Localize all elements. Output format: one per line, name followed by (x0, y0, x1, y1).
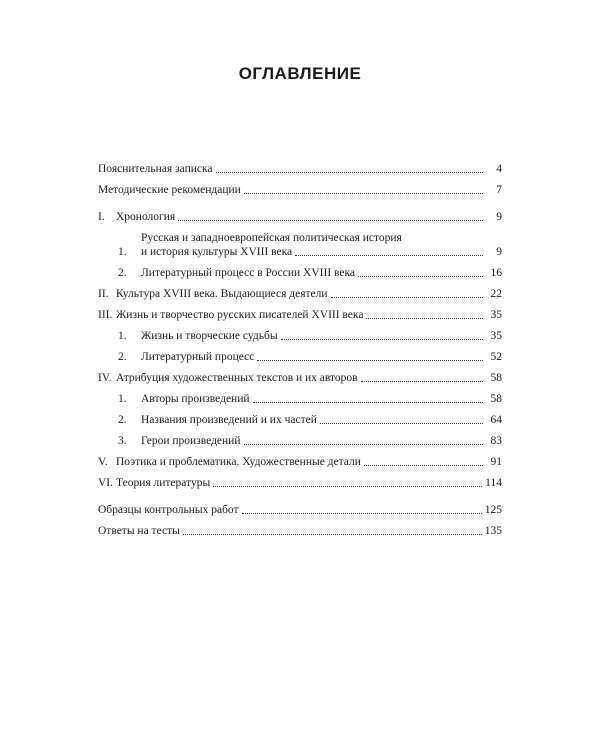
toc-page-number: 4 (496, 163, 502, 175)
toc-entry (98, 231, 502, 259)
toc-leader-dots (183, 534, 482, 535)
toc-section-number: 3. (118, 435, 127, 447)
toc-entry-label-line1: Русская и западноевропейская политическая история (141, 232, 402, 244)
toc-page-number: 52 (490, 351, 502, 363)
toc-page-number: 16 (490, 267, 502, 279)
toc-leader-dots (213, 486, 482, 487)
toc-leader-dots (216, 172, 483, 173)
toc-page-number: 58 (490, 372, 502, 384)
toc-entry-label: Образцы контрольных работ (98, 504, 239, 516)
toc-page-number: 58 (490, 393, 502, 405)
toc-entry-label: Герои произведений (141, 435, 241, 447)
toc-section-number: 2. (118, 414, 127, 426)
page-title: ОГЛАВЛЕНИЕ (238, 64, 362, 83)
toc-entry (98, 524, 502, 538)
toc-entry (98, 329, 502, 343)
toc-section-number: III. (98, 309, 113, 321)
toc-entry-label: Литературный процесс (141, 351, 255, 363)
toc-page-number: 22 (490, 288, 502, 300)
toc-entry (98, 308, 502, 322)
toc-page-number: 83 (490, 435, 502, 447)
toc-entry-label: Поэтика и проблематика. Художественные детали (116, 456, 361, 468)
toc-leader-dots (331, 297, 483, 298)
toc-section-number: 1. (118, 393, 127, 405)
toc-leader-dots (242, 513, 482, 514)
toc-entry-label: Жизнь и творчество русских писателей XVIII века (116, 309, 364, 321)
toc-section-number: 1. (118, 246, 127, 258)
toc-page-number: 7 (496, 184, 502, 196)
toc-section-number: IV. (98, 372, 112, 384)
toc-section-number: 2. (118, 351, 127, 363)
toc-entry-label: Ответы на тесты (98, 525, 180, 537)
toc-page-number: 9 (496, 246, 502, 258)
toc-entry-label: Авторы произведений (141, 393, 250, 405)
toc-entry (98, 476, 502, 490)
toc-page-number: 91 (490, 456, 502, 468)
toc-leader-dots (320, 423, 483, 424)
toc-page-number: 135 (484, 525, 502, 537)
toc-leader-dots (253, 402, 483, 403)
toc-leader-dots (358, 276, 483, 277)
toc-entry (98, 392, 502, 406)
toc-entry-label: Хронология (116, 211, 176, 223)
toc-leader-dots (281, 339, 483, 340)
toc-section-number: VI. (98, 477, 114, 489)
toc-entry-label: Пояснительная записка (98, 163, 213, 175)
toc-entry-label: Атрибуция художественных текстов и их авторов (116, 372, 358, 384)
toc-entry-label-line2: и история культуры XVIII века (141, 246, 293, 258)
toc-entry (98, 371, 502, 385)
toc-section-number: I. (98, 211, 105, 223)
toc-section-number: 1. (118, 330, 127, 342)
toc-page-number: 125 (484, 504, 502, 516)
toc-section-number: V. (98, 456, 108, 468)
toc-entry-label: Литературный процесс в России XVIII века (141, 267, 356, 279)
toc-entry (98, 350, 502, 364)
toc-entry-label: Методические рекомендации (98, 184, 241, 196)
toc-section-number: II. (98, 288, 109, 300)
toc-entry (98, 434, 502, 448)
toc-leader-dots (257, 360, 483, 361)
toc-leader-dots (295, 255, 483, 256)
toc-entry (98, 455, 502, 469)
toc-leader-dots (364, 465, 483, 466)
toc-entry (98, 183, 502, 197)
toc-entry-label: Названия произведений и их частей (141, 414, 317, 426)
toc-entry (98, 210, 502, 224)
toc-entry (98, 287, 502, 301)
toc-page-number: 64 (490, 414, 502, 426)
toc-leader-dots (244, 193, 483, 194)
toc-page-number: 114 (485, 477, 502, 489)
toc-entry-label: Культура XVIII века. Выдающиеся деятели (116, 288, 328, 300)
toc-leader-dots (366, 318, 483, 319)
toc-entry (98, 162, 502, 176)
toc-section-number: 2. (118, 267, 127, 279)
table-of-contents (98, 162, 502, 545)
toc-entry (98, 503, 502, 517)
toc-leader-dots (361, 381, 483, 382)
toc-leader-dots (178, 220, 483, 221)
toc-page-number: 9 (496, 211, 502, 223)
toc-entry (98, 413, 502, 427)
toc-leader-dots (244, 444, 484, 445)
toc-entry-label: Теория литературы (116, 477, 211, 489)
toc-page-number: 35 (490, 309, 502, 321)
toc-page-number: 35 (490, 330, 502, 342)
toc-entry (98, 266, 502, 280)
toc-entry-label: Жизнь и творческие судьбы (141, 330, 278, 342)
